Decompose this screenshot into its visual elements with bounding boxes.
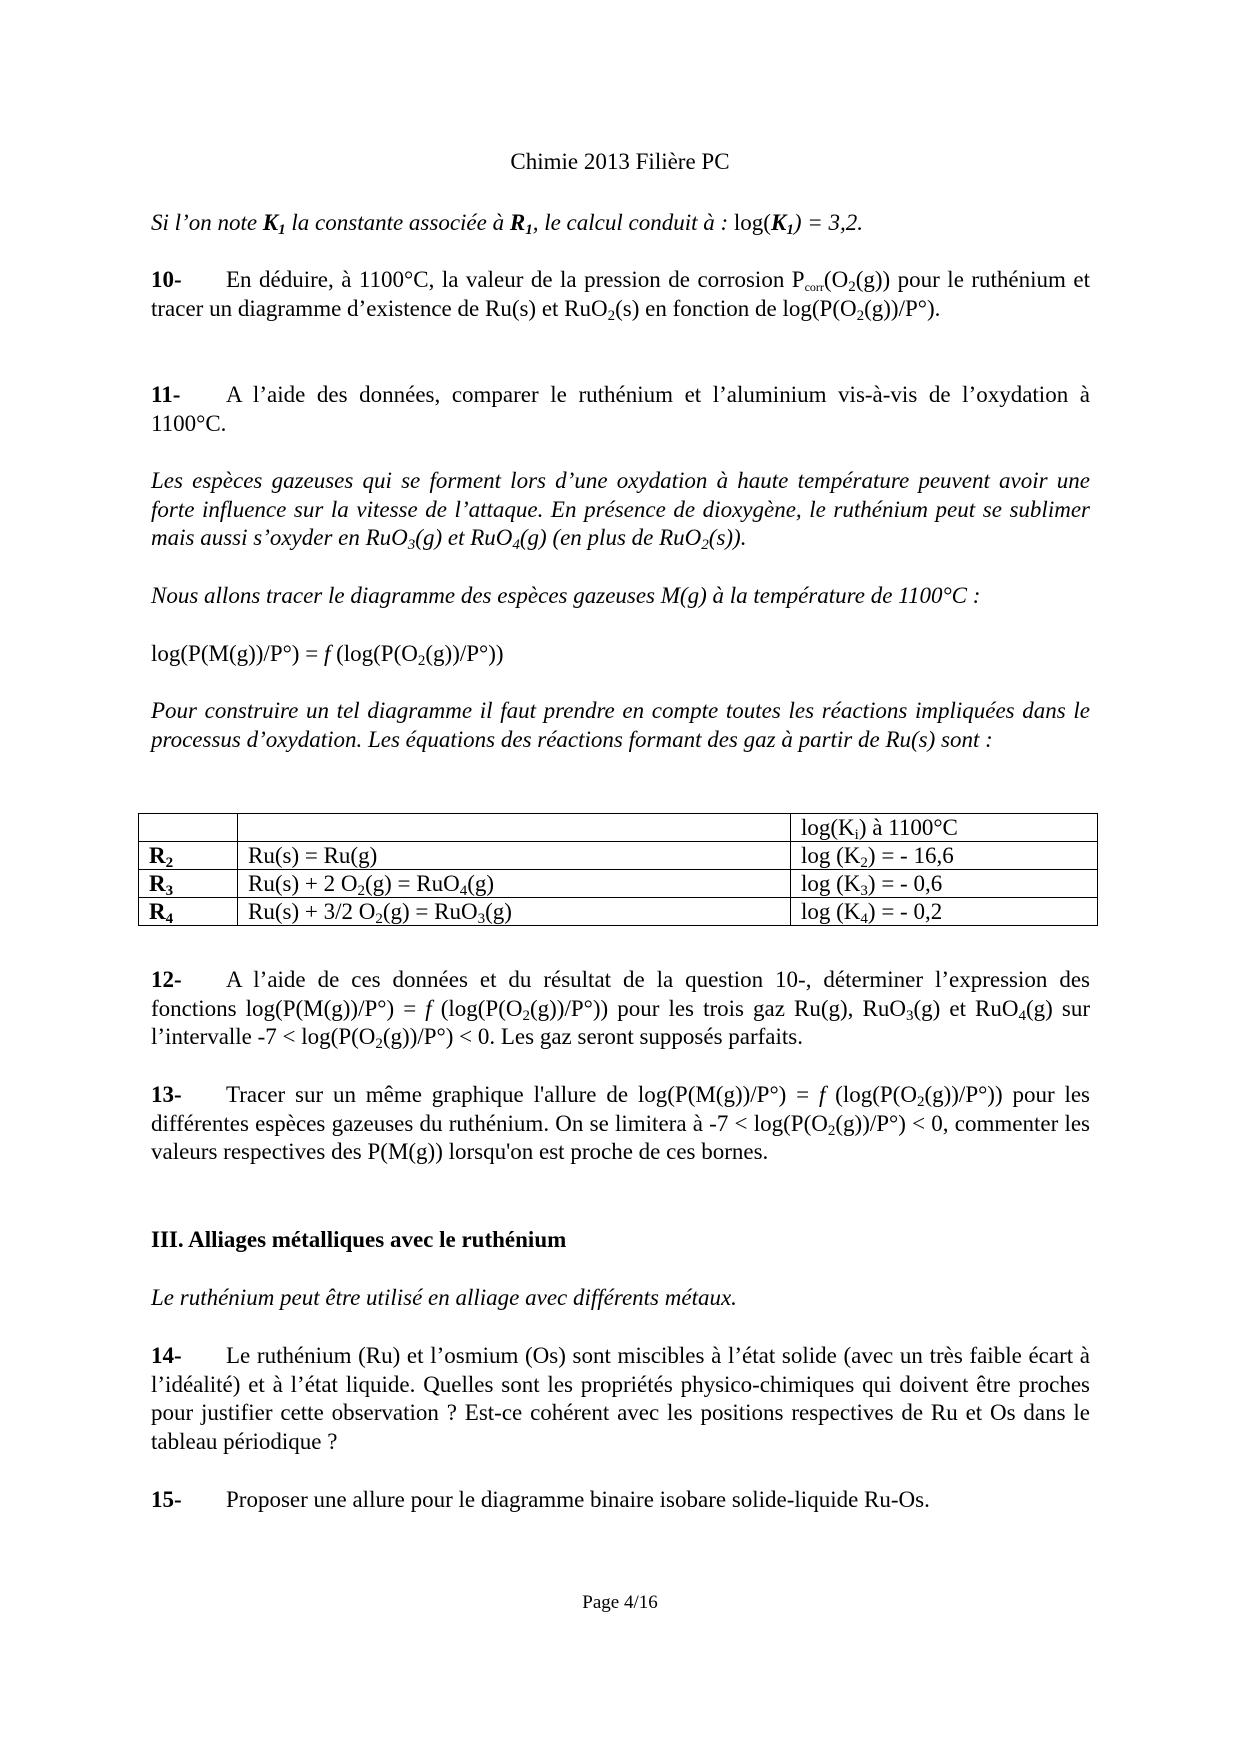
formula-line: log(P(M(g))/P°) = f $(\log(P(O_2(g))/P^\circ))$ [151,641,504,669]
gas-species-paragraph: Les espèces gazeuses qui se forment lors d’une oxydation à haute température peuvent avoir une forte influence sur la vitesse de l’attaque. En présence de dioxygène, le ruthénium peut se sublimer mais aussi s’oxyder en RuO$_3$(g) et RuO$_4$(g) (en plus de RuO$_2$(s)). [151,468,1090,553]
reaction-equation: Ru(s) + 3/2 $O_2(g) = RuO_3(g)$ [238,898,791,926]
question-12: 12- A l’aide de ces données et du résultat de la question 10-, déterminer l’expression des fonctions log(P(M(g))/P°) = f $(\log(P(O_2(g))/P^\circ))$ pour les trois gaz Ru(g), RuO$_3$(g) et RuO$_4$(g) sur l’intervalle $-7 < \log(P(O_2(g))/P^\circ) < 0$. Les gaz seront supposés parfaits. [151,967,1090,1052]
table-row [139,870,1098,898]
question-10: 10- En déduire, à 1100°C, la valeur de la pression de corrosion $P_{corr}(O_2(g))$ pour le ruthénium et tracer un diagramme d’existence de Ru(s) et RuO$_2$(s) en fonction de $\log(P(O_2(g))/P^\circ)$. [151,267,1090,324]
reactions-intro: Pour construire un tel diagramme il faut prendre en compte toutes les réactions impliquées dans le processus d’oxydation. Les équations des réactions formant des gaz à partir de Ru(s) sont : [151,698,1090,752]
reaction-table [138,813,1098,926]
page-number: Page 4/16 [582,1592,658,1613]
question-15: 15- Proposer une allure pour le diagramme binaire isobare solide-liquide Ru-Os. [151,1487,930,1512]
reaction-constant: $\log (K_3)$ = - 0,6 [791,870,1098,898]
table-cell [139,814,238,842]
alloys-intro: Le ruthénium peut être utilisé en alliage avec différents métaux. [151,1285,737,1310]
reaction-constant: $\log (K_4)$ = - 0,2 [791,898,1098,926]
page-header: Chimie 2013 Filière PC [510,149,730,174]
reaction-constant: $\log (K_2)$ = - 16,6 [791,842,1098,870]
diagram-intro: Nous allons tracer le diagramme des espèces gazeuses M(g) à la température de 1100°C : [151,583,981,608]
table-header-row [139,814,1098,842]
reaction-label: $R_4$ [139,898,238,926]
table-row [139,842,1098,870]
question-11: 11- A l’aide des données, comparer le ruthénium et l’aluminium vis-à-vis de l’oxydation à 1100°C. [151,382,1090,436]
table-header-cell: $\log(K_i)$ à 1100°C [791,814,1098,842]
reaction-equation: Ru(s) = Ru(g) [238,842,791,870]
question-14: 14- Le ruthénium (Ru) et l’osmium (Os) sont miscibles à l’état solide (avec un très faible écart à l’idéalité) et à l’état liquide. Quelles sont les propriétés physico-chimiques qui doivent être proches pour justifier cette observation ? Est-ce cohérent avec les positions respectives de Ru et Os dans le tableau périodique ? [151,1343,1090,1454]
question-13: 13- Tracer sur un même graphique l'allure de log(P(M(g))/P°) = f $(\log(P(O_2(g))/P^\circ))$ pour les différentes espèces gazeuses du ruthénium. On se limitera à $-7 < \log(P(O_2(g))/P^\circ) < 0$, commenter les valeurs respectives des P(M(g)) lorsqu'on est proche de ces bornes. [151,1082,1091,1164]
table-cell [238,814,791,842]
table-row [139,898,1098,926]
reaction-equation: Ru(s) + 2 $O_2(g) = RuO_4(g)$ [238,870,791,898]
reaction-label: $R_3$ [139,870,238,898]
section-heading: III. Alliages métalliques avec le ruthénium [151,1227,567,1252]
reaction-label: $R_2$ [139,842,238,870]
intro-paragraph: Si l’on note $K_1$ la constante associée à $R_1$, le calcul conduit à : $\log(K_1) = 3,2$. [151,210,863,238]
